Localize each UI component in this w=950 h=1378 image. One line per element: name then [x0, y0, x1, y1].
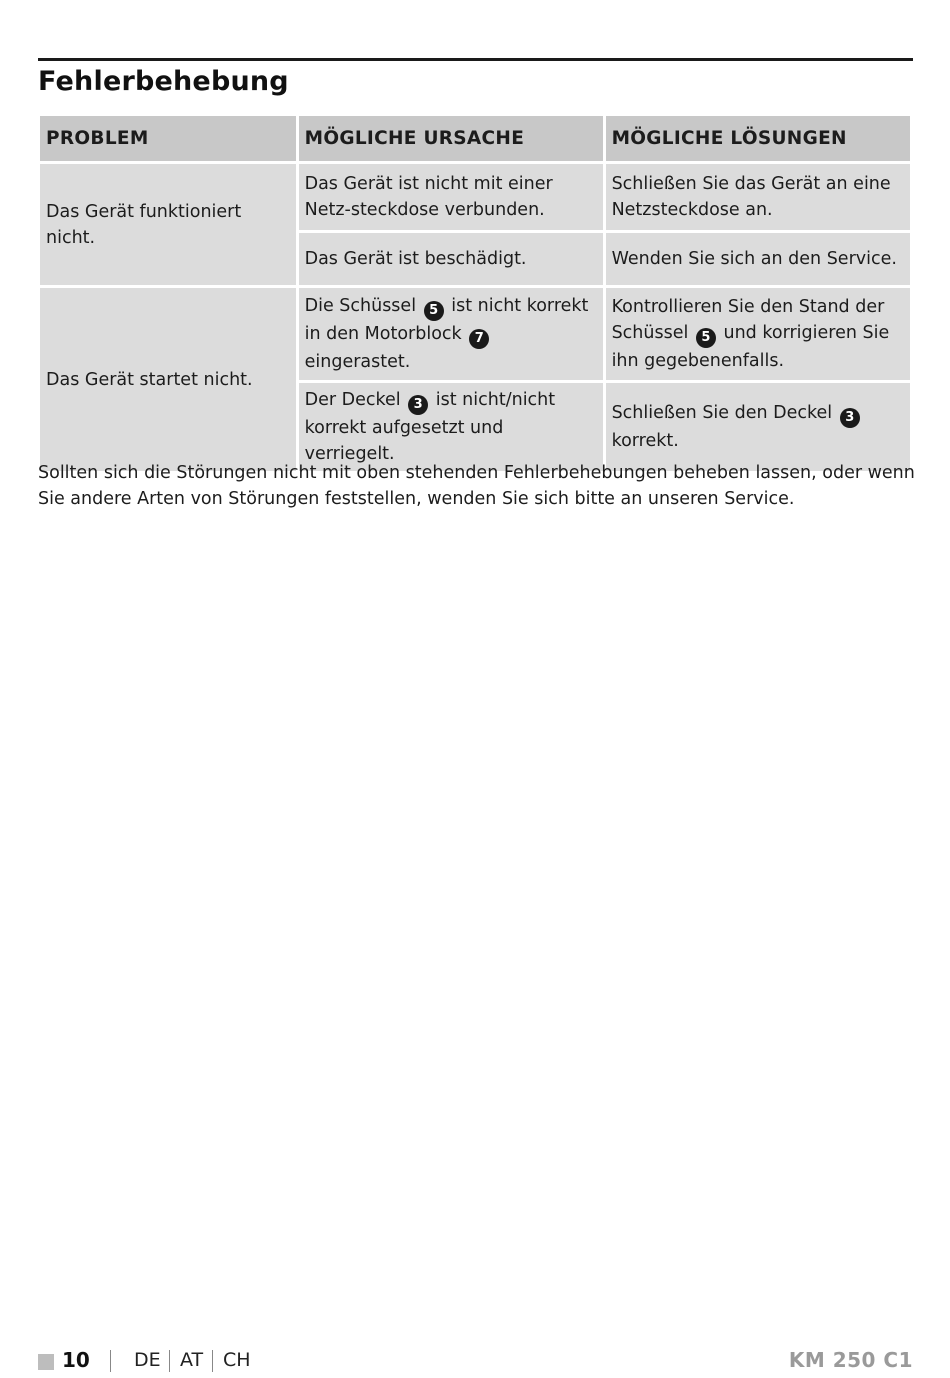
cause-text: Der Deckel: [304, 390, 401, 410]
solution-text: Schließen Sie den Deckel: [611, 403, 833, 423]
language-de: DE: [134, 1349, 161, 1371]
footer-divider: [212, 1350, 213, 1372]
cause-cell: Das Gerät ist beschädigt.: [299, 233, 603, 285]
part-number-badge: 7: [469, 329, 489, 349]
part-number-badge: 5: [696, 328, 716, 348]
header-solution: MÖGLICHE LÖSUNGEN: [606, 116, 910, 161]
language-at: AT: [180, 1349, 204, 1371]
footer-square-icon: [38, 1354, 54, 1370]
top-rule: [38, 58, 913, 61]
problem-cell: Das Gerät funktioniert nicht.: [40, 164, 296, 285]
cause-cell: [299, 383, 603, 471]
table-row: [40, 288, 910, 380]
service-note: Sollten sich die Störungen nicht mit oben stehenden Fehlerbehebungen beheben lassen, oder wenn Sie andere Arten von Störungen feststellen, wenden Sie sich bitte an unseren Service.: [38, 463, 915, 509]
cause-text: ist nicht korrekt in den Motorblock: [304, 296, 589, 344]
problem-cell: Das Gerät startet nicht.: [40, 288, 296, 471]
part-number-badge: 3: [408, 395, 428, 415]
cause-text: eingerastet.: [304, 352, 411, 372]
solution-cell: Schließen Sie das Gerät an eine Netzsteckdose an.: [606, 164, 910, 230]
troubleshooting-table: [37, 113, 913, 474]
solution-cell: [606, 288, 910, 380]
cause-text: Die Schüssel: [304, 296, 417, 316]
header-problem: PROBLEM: [40, 116, 296, 161]
part-number-badge: 3: [840, 408, 860, 428]
solution-text: Kontrollieren Sie den Stand der Schüssel: [611, 297, 885, 343]
page-number: 10: [62, 1348, 90, 1372]
table-header-row: [40, 116, 910, 161]
solution-text: korrekt.: [611, 431, 679, 451]
cause-cell: Das Gerät ist nicht mit einer Netz-steckdose verbunden.: [299, 164, 603, 230]
solution-text: und korrigieren Sie ihn gegebenenfalls.: [611, 323, 890, 371]
table-row: [40, 164, 910, 230]
language-ch: CH: [223, 1349, 251, 1371]
part-number-badge: 5: [424, 301, 444, 321]
section-title: Fehlerbehebung: [38, 66, 289, 97]
cause-cell: [299, 288, 603, 380]
solution-cell: [606, 383, 910, 471]
footer-divider: [110, 1350, 111, 1372]
footer-divider: [169, 1350, 170, 1372]
header-cause: MÖGLICHE URSACHE: [299, 116, 603, 161]
cause-text: ist nicht/nicht korrekt aufgesetzt und verriegelt.: [304, 390, 556, 464]
model-name: KM 250 C1: [788, 1348, 913, 1372]
solution-cell: Wenden Sie sich an den Service.: [606, 233, 910, 285]
